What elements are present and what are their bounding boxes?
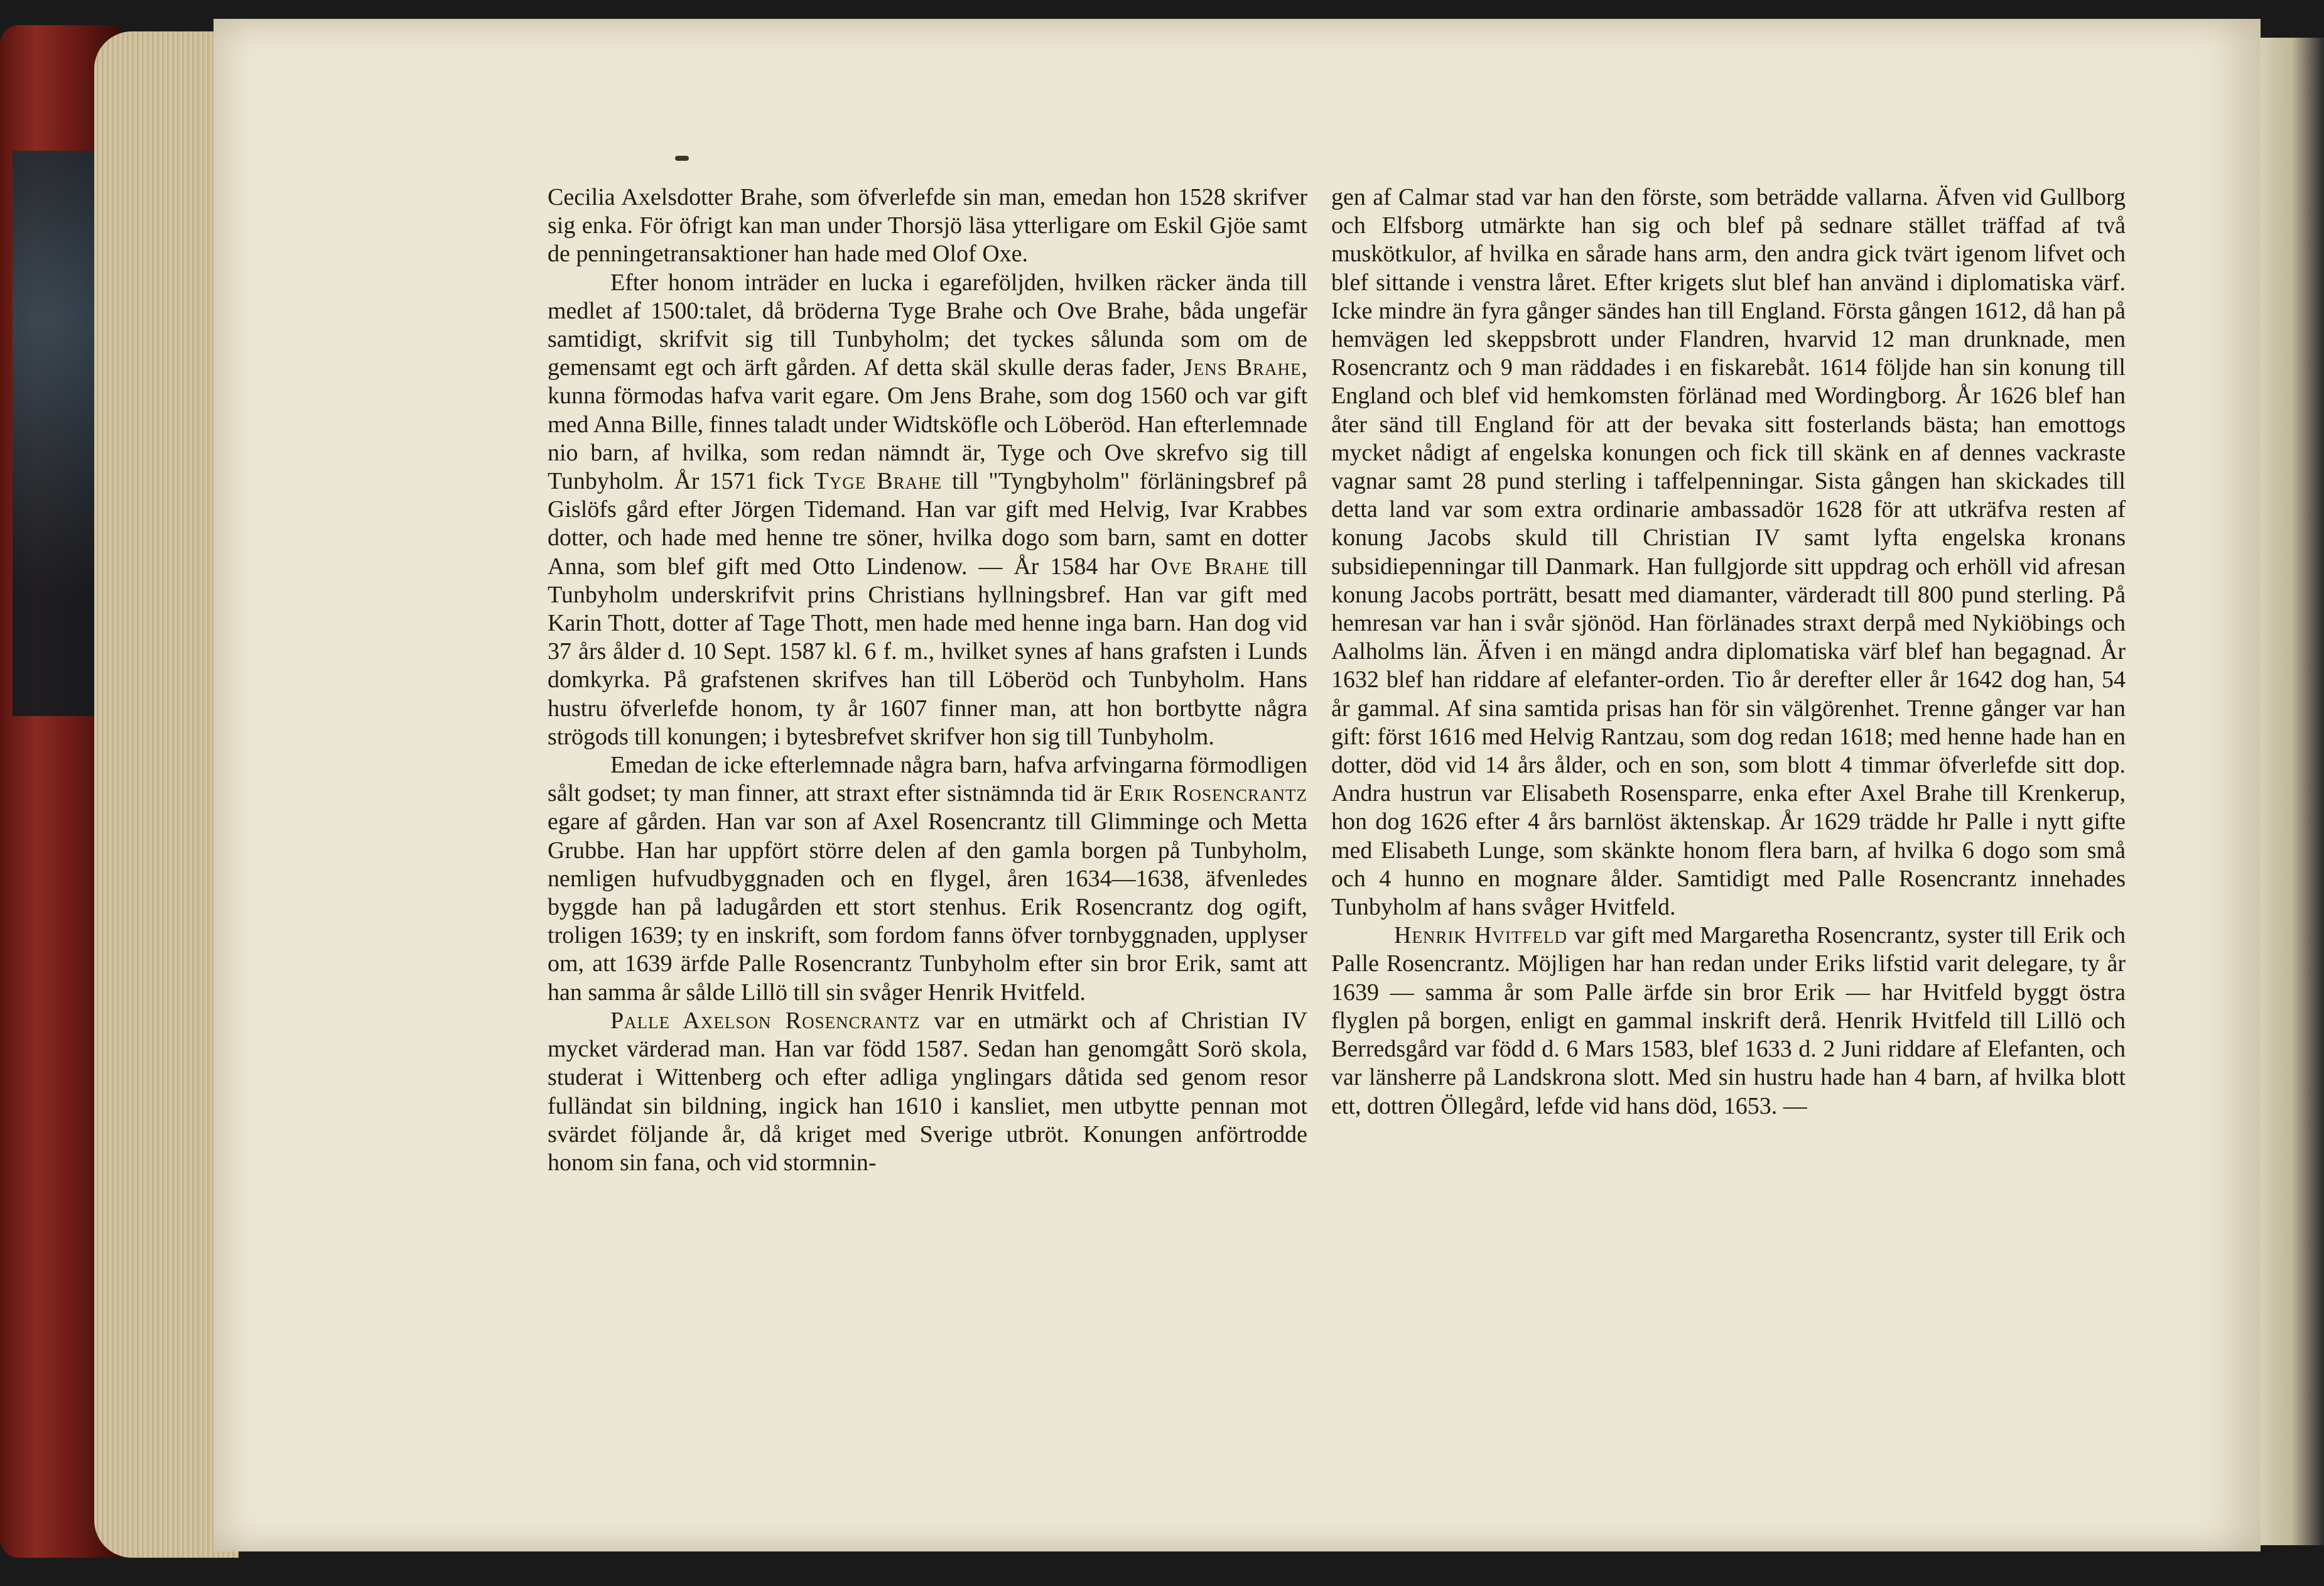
next-page-edge [2261,38,2324,1545]
paragraph: Cecilia Axelsdotter Brahe, som öfverlefde sin man, emedan hon 1528 skrifver sig enka. För öfrigt kan man under Thorsjö läsa ytterligare om Eskil Gjöe samt de penningetransaktioner han hade med Olof Oxe. [548,184,1307,268]
person-name: Henrik Hvitfeld [1394,922,1567,949]
paragraph: Efter honom inträder en lucka i egareföljden, hvilken räcker ända till medlet af 1500:talet, då bröderna Tyge Brahe och Ove Brahe, båda ungefär samtidigt, skrifvit sig till Tunbyholm; det tyckes sålunda som om de gemensamt egt och ärft gården. Af detta skäl skulle deras fader, Jens Brahe, kunna förmodas hafva varit egare. Om Jens Brahe, som dog 1560 och var gift med Anna Bille, finnes taladt under Widtsköfle och Löberöd. Han efterlemnade nio barn, af hvilka, som redan nämndt är, Tyge och Ove skrefvo sig till Tunbyholm. År 1571 fick Tyge Brahe till "Tyngbyholm" förläningsbref på Gislöfs gård efter Jörgen Tidemand. Han var gift med Helvig, Ivar Krabbes dotter, och hade med henne tre söner, hvilka dogo som barn, samt en dotter Anna, som blef gift med Otto Lindenow. — År 1584 har Ove Brahe till Tunbyholm underskrifvit prins Christians hyllningsbref. Han var gift med Karin Thott, dotter af Tage Thott, men hade med henne inga barn. Han dog vid 37 års ålder d. 10 Sept. 1587 kl. 6 f. m., hvilket synes af hans grafsten i Lunds domkyrka. På grafstenen skrifves han till Löberöd och Tunbyholm. Hans hustru öfverlefde honom, ty år 1607 finner man, att hon bortbytte några strögods till konungen; i bytesbrefvet skrifver hon sig till Tunbyholm. [548,269,1308,750]
person-name: Palle Axelson Rosencrantz [610,1007,921,1034]
person-name: Ove Brahe [1150,553,1270,580]
paragraph: gen af Calmar stad var han den förste, som beträdde vallarna. Äfven vid Gullborg och Elfsborg utmärkte han sig och blef på sednare stället träffad af två muskötkulor, af hvilka en sårade hans arm, den andra gick tvärt igenom lifvet och blef sittande i venstra låret. Efter krigets slut blef han använd i diplomatiska värf. Icke mindre än fyra gånger sändes han till England. Första gången 1612, då han på hemvägen led skeppsbrott under Flandren, hvarvid 12 man drunknade, men Rosencrantz och 9 man räddades i en fiskarebåt. 1614 följde han sin konung till England och blef vid hemkomsten förlänad med Wordingborg. År 1626 blef han åter sänd till England för att der bevaka sitt fosterlands bästa; han emottogs mycket nådigt af engelska konungen och fick till skänk en af dennes vackraste vagnar samt 28 pund sterling i taffelpenningar. Sista gången han skickades till detta land var som extra ordinarie ambassadör 1628 för att utkräfva resten af konung Jacobs skuld till Christian IV samt lyfta engelska kronans subsidiepenningar till Danmark. Han fullgjorde sitt uppdrag och erhöll vid afresan konung Jacobs porträtt, besatt med diamanter, värderadt till 800 pund sterling. På hemresan var han i svår sjönöd. Han förlänades straxt derpå med Nykiöbings och Aalholms län. Äfven i en mängd andra diplomatiska värf blef han begagnad. År 1632 blef han riddare af elefanter-orden. Tio år derefter eller år 1642 dog han, 54 år gammal. Af sina samtida prisas han för sin välgörenhet. Trenne gånger var han gift: först 1616 med Helvig Rantzau, som dog redan 1618; med henne hade han en dotter, död vid 14 års ålder, och en son, som blott 4 timmar öfverlefde sitt dop. Andra hustrun var Elisabeth Rosensparre, enka efter Axel Brahe till Krenkerup, hon dog 1626 efter 4 års barnlöst äktenskap. År 1629 trädde hr Palle i nytt gifte med Elisabeth Lunge, som skänkte honom flera barn, af hvilka 6 dogo som små och 4 hunno en mognare ålder. Samtidigt med Palle Rosencrantz innehades Tunbyholm af hans svåger Hvitfeld. [1331,184,2126,921]
person-name: Erik Rosencrantz [1118,780,1308,807]
left-column [548,183,1307,1177]
ink-mark [675,156,689,161]
paragraph: Henrik Hvitfeld var gift med Margaretha Rosencrantz, syster till Erik och Palle Rosencrantz. Möjligen har han redan under Eriks lifstid varit delegare, ty år 1639 — samma år som Palle ärfde sin bror Erik — har Hvitfeld byggt östra flyglen på borgen, enligt en gammal inskrift derå. Henrik Hvitfeld till Lillö och Berredsgård var född d. 6 Mars 1583, blef 1633 d. 2 Juni riddare af Elefanten, och var länsherre på Landskrona slott. Med sin hustru hade han 4 barn, af hvilka blott ett, dottren Öllegård, lefde vid hans död, 1653. — [1331,922,2126,1119]
marbled-endpaper [13,151,107,716]
paragraph: Emedan de icke efterlemnade några barn, hafva arfvingarna förmodligen sålt godset; ty man finner, att straxt efter sistnämnda tid är Erik Rosencrantz egare af gården. Han var son af Axel Rosencrantz till Glimminge och Metta Grubbe. Han har uppfört större delen af den gamla borgen på Tunbyholm, nemligen hufvudbyggnaden och en flygel, åren 1634—1638, äfvenledes byggde han på ladugården ett stort stenhus. Erik Rosencrantz dog ogift, troligen 1639; ty en inskrift, som fordom fanns öfver tornbyggnaden, upplyser om, att 1639 ärfde Palle Rosencrantz Tunbyholm efter sin bror Erik, samt att han samma år sålde Lillö till sin svåger Henrik Hvitfeld. [548,752,1308,1006]
person-name: Tyge Brahe [814,468,943,495]
right-column [1331,183,2126,1121]
person-name: Jens Brahe [1183,354,1302,381]
paragraph: Palle Axelson Rosencrantz var en utmärkt och af Christian IV mycket värderad man. Han var född 1587. Sedan han genomgått Sorö skola, studerat i Wittenberg och efter adliga ynglingars dåtida sed genom resor fulländat sin bildning, ingick han 1610 i kansliet, men utbytte pennan mot svärdet följande år, då kriget med Sverige utbröt. Konungen anförtrodde honom sin fana, och vid stormnin- [548,1007,1307,1176]
